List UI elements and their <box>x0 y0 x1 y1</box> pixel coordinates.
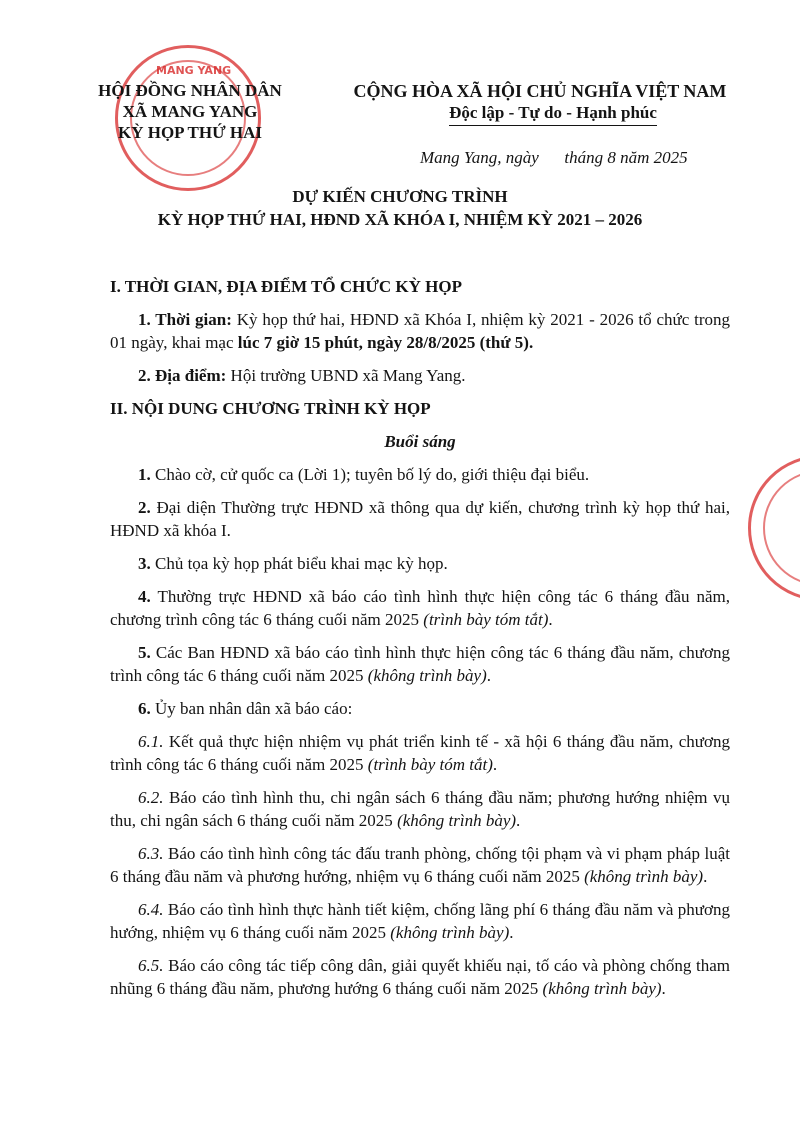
agenda-item <box>110 641 730 687</box>
subitem-note: (không trình bày) <box>390 923 510 942</box>
subitem-note: (không trình bày) <box>584 867 704 886</box>
seal-text: MANG YANG <box>156 64 232 77</box>
subitem-number: 6.4. <box>138 900 164 919</box>
subitem-note: (không trình bày) <box>542 979 662 998</box>
item-text: Đại diện Thường trực HĐND xã thông qua dự kiến, chương trình kỳ họp thứ hai, HĐND xã khóa I. <box>110 498 730 540</box>
subitem-number: 6.5. <box>138 956 164 975</box>
item-number: 5. <box>138 643 151 662</box>
section-1-heading: I. THỜI GIAN, ĐỊA ĐIỂM TỔ CHỨC KỲ HỌP <box>110 277 463 296</box>
subitem-end: . <box>492 755 498 774</box>
item-number: 6. <box>138 699 151 718</box>
subitem-end: . <box>516 811 521 830</box>
place-text: Hội trường UBND xã Mang Yang. <box>226 366 466 385</box>
time-paragraph <box>110 308 730 354</box>
item-text: Các Ban HĐND xã báo cáo tình hình thực hiện công tác 6 tháng đầu năm, chương trình công tác 6 tháng cuối năm 2025 <box>110 643 730 685</box>
agenda-item <box>110 552 730 575</box>
agenda-subitem <box>110 730 730 776</box>
subitem-number: 6.2. <box>138 788 164 807</box>
national-heading <box>320 80 760 126</box>
place-label: 2. Địa điểm: <box>138 366 227 385</box>
subitem-end: . <box>661 979 666 998</box>
section-2-heading: II. NỘI DUNG CHƯƠNG TRÌNH KỲ HỌP <box>110 399 431 418</box>
session-morning: Buổi sáng <box>384 432 456 451</box>
agenda-item <box>110 496 730 542</box>
subitem-note: (không trình bày) <box>397 811 517 830</box>
org-line-3: KỲ HỌP THỨ HAI <box>117 123 263 142</box>
item-text: Ủy ban nhân dân xã báo cáo: <box>150 699 353 718</box>
place-date-line: Mang Yang, ngày tháng 8 năm 2025 <box>420 148 688 167</box>
item-number: 4. <box>138 587 151 606</box>
time-label: 1. Thời gian: <box>138 310 232 329</box>
document-body <box>110 275 730 1010</box>
agenda-subitem <box>110 842 730 888</box>
item-note: (không trình bày) <box>367 666 487 685</box>
page-edge-seal-stamp <box>748 455 800 601</box>
subitem-note: (trình bày tóm tắt) <box>367 755 493 774</box>
agenda-item <box>110 463 730 486</box>
subitem-number: 6.1. <box>138 732 164 751</box>
subitem-number: 6.3. <box>138 844 164 863</box>
org-line-1: HỘI ĐỒNG NHÂN DÂN <box>98 81 282 100</box>
item-text: Chủ tọa kỳ họp phát biểu khai mạc kỳ họp. <box>150 554 448 573</box>
subitem-text: Kết quả thực hiện nhiệm vụ phát triển kinh tế - xã hội 6 tháng đầu năm, chương trình công tác 6 tháng cuối năm 2025 <box>110 732 730 774</box>
subitem-text: Báo cáo tình hình thu, chi ngân sách 6 tháng đầu năm; phương hướng nhiệm vụ thu, chi ngân sách 6 tháng cuối năm 2025 <box>110 788 730 830</box>
subitem-end: . <box>509 923 514 942</box>
national-motto: Độc lập - Tự do - Hạnh phúc <box>449 102 657 126</box>
item-number: 3. <box>138 554 151 573</box>
agenda-subitem <box>110 898 730 944</box>
agenda-item <box>110 585 730 631</box>
subitem-text: Báo cáo công tác tiếp công dân, giải quyết khiếu nại, tố cáo và phòng chống tham nhũng 6 tháng đầu năm, phương hướng 6 tháng cuối năm 2025 <box>110 956 730 998</box>
subitem-end: . <box>703 867 708 886</box>
item-note: (trình bày tóm tắt) <box>423 610 549 629</box>
subitem-text: Báo cáo tình hình công tác đấu tranh phòng, chống tội phạm và vi phạm pháp luật 6 tháng đầu năm và phương hướng, nhiệm vụ 6 tháng cuối năm 2025 <box>110 844 730 886</box>
item-text: Chào cờ, cử quốc ca (Lời 1); tuyên bố lý do, giới thiệu đại biểu. <box>150 465 590 484</box>
document-title <box>60 185 740 231</box>
subitem-text: Báo cáo tình hình thực hành tiết kiệm, chống lãng phí 6 tháng đầu năm và phương hướng, nhiệm vụ 6 tháng cuối năm 2025 <box>110 900 730 942</box>
agenda-subitem <box>110 954 730 1000</box>
item-end: . <box>486 666 492 685</box>
item-number: 1. <box>138 465 151 484</box>
nation-name: CỘNG HÒA XÃ HỘI CHỦ NGHĨA VIỆT NAM <box>353 81 727 101</box>
item-number: 2. <box>138 498 151 517</box>
title-line-1: DỰ KIẾN CHƯƠNG TRÌNH <box>292 187 508 206</box>
agenda-item <box>110 697 730 720</box>
time-detail: lúc 7 giờ 15 phút, ngày 28/8/2025 (thứ 5). <box>237 333 534 352</box>
time-text: Kỳ họp thứ hai, HĐND xã Khóa I, nhiệm kỳ 2021 - 2026 tổ chức trong 01 ngày, khai mạc <box>110 310 730 352</box>
item-end: . <box>548 610 553 629</box>
place-paragraph <box>110 364 730 387</box>
agenda-subitem <box>110 786 730 832</box>
issuing-organization <box>70 80 310 143</box>
title-line-2: KỲ HỌP THỨ HAI, HĐND XÃ KHÓA I, NHIỆM KỲ 2021 – 2026 <box>157 210 643 229</box>
org-line-2: XÃ MANG YANG <box>122 102 258 121</box>
item-text: Thường trực HĐND xã báo cáo tình hình thực hiện công tác 6 tháng đầu năm, chương trình công tác 6 tháng cuối năm 2025 <box>110 587 730 629</box>
